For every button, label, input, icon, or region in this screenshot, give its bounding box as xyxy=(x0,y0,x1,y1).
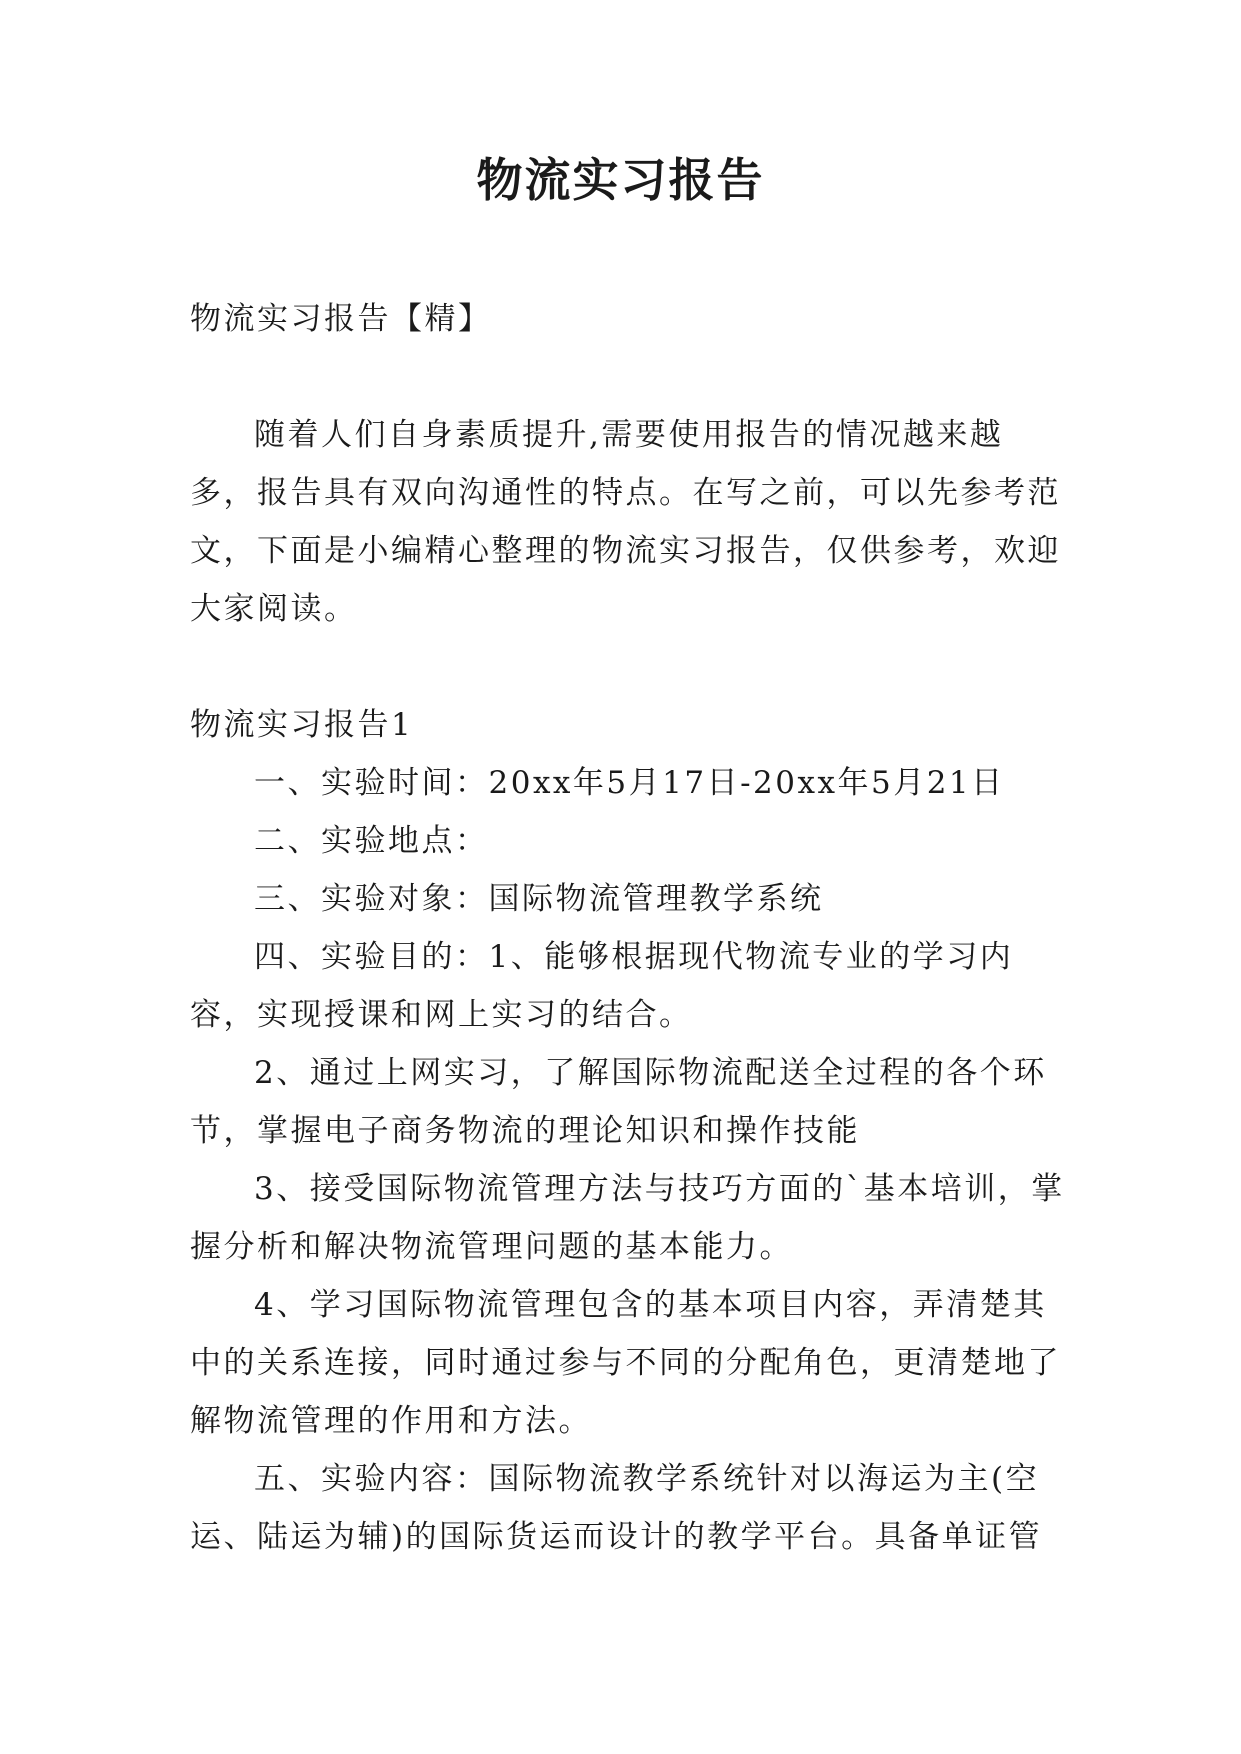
document-body xyxy=(190,290,1070,1566)
intro-paragraph: 随着人们自身素质提升,需要使用报告的情况越来越多，报告具有双向沟通性的特点。在写之前，可以先参考范文，下面是小编精心整理的物流实习报告，仅供参考，欢迎大家阅读。 xyxy=(190,417,1061,627)
list-item: 4、学习国际物流管理包含的基本项目内容，弄清楚其中的关系连接，同时通过参与不同的分配角色，更清楚地了解物流管理的作用和方法。 xyxy=(190,1287,1061,1439)
list-item: 2、通过上网实习，了解国际物流配送全过程的各个环节，掌握电子商务物流的理论知识和操作技能 xyxy=(190,1055,1047,1149)
document-title: 物流实习报告 xyxy=(476,153,765,207)
list-item: 二、实验地点： xyxy=(254,823,489,859)
list-item: 三、实验对象：国际物流管理教学系统 xyxy=(254,881,824,917)
list-item: 一、实验时间：20xx年5月17日-20xx年5月21日 xyxy=(254,765,1005,801)
list-item: 3、接受国际物流管理方法与技巧方面的`基本培训，掌握分析和解决物流管理问题的基本能力。 xyxy=(190,1171,1065,1265)
section-heading: 物流实习报告1 xyxy=(190,707,414,743)
document-subtitle: 物流实习报告【精】 xyxy=(190,301,492,337)
list-item: 五、实验内容：国际物流教学系统针对以海运为主(空运、陆运为辅)的国际货运而设计的教学平台。具备单证管 xyxy=(190,1461,1043,1555)
list-item: 四、实验目的：1、能够根据现代物流专业的学习内容，实现授课和网上实习的结合。 xyxy=(190,939,1014,1033)
